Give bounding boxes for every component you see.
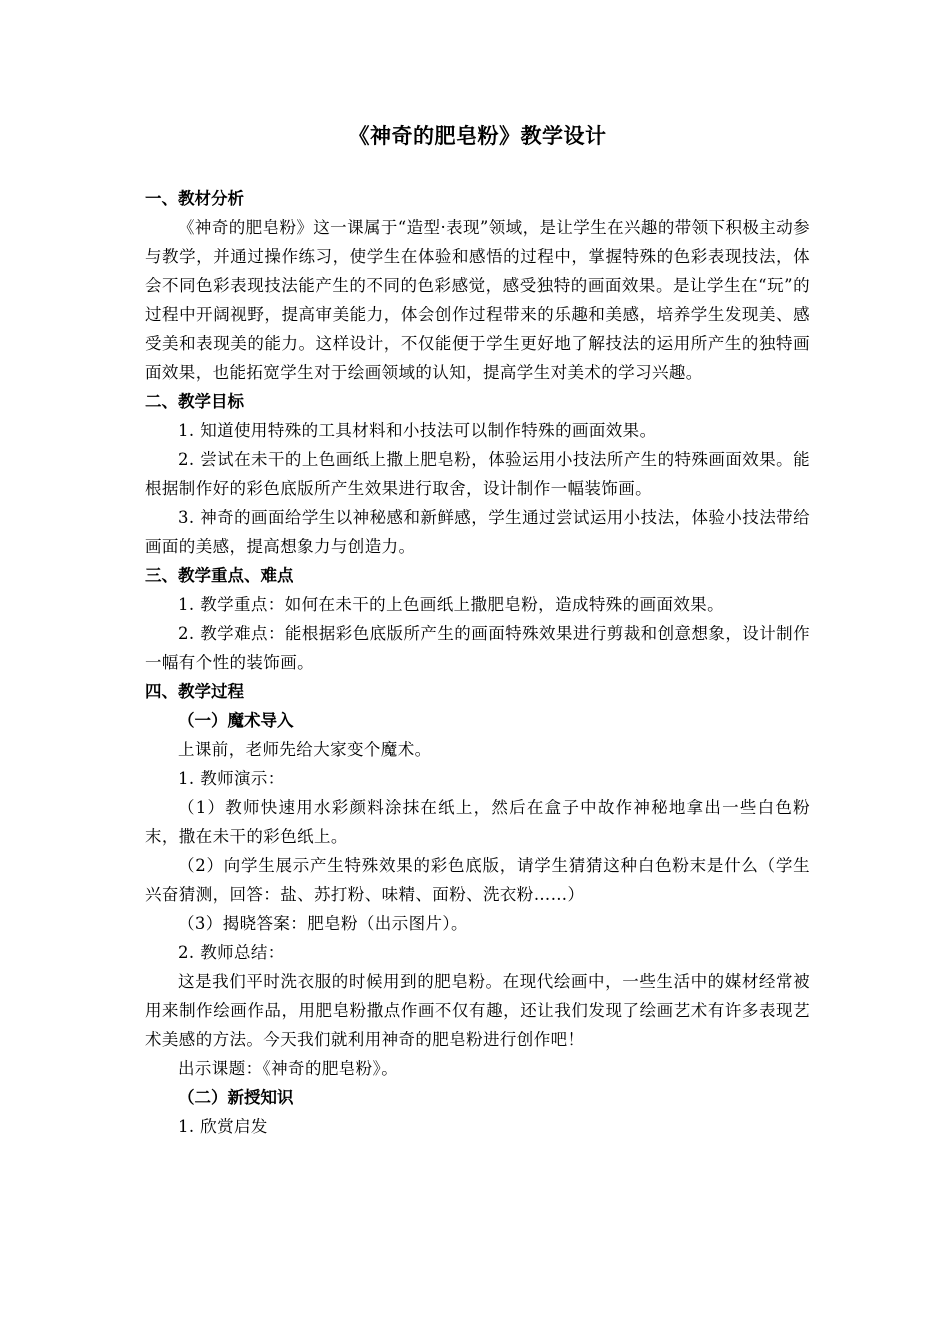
section-heading-key-points: 三、教学重点、难点 (145, 566, 294, 585)
section-heading-objectives: 二、教学目标 (145, 392, 244, 411)
subsection-heading-magic-intro: （一）魔术导入 (178, 711, 294, 730)
topic-text: 出示课题：《神奇的肥皂粉》。 (178, 1059, 399, 1078)
demo-step: （3）揭晓答案：肥皂粉（出示图片）。 (178, 914, 468, 933)
summary-paragraph: 这是我们平时洗衣服的时候用到的肥皂粉。在现代绘画中，一些生活中的媒材经常被用来制作绘画作品，用肥皂粉撒点作画不仅有趣，还让我们发现了绘画艺术有许多表现艺术美感的方法。今天我们就利用神奇的肥皂粉进行创作吧！ (145, 972, 810, 1049)
objective-item: 3. 神奇的画面给学生以神秘感和新鲜感，学生通过尝试运用小技法，体验小技法带给画面的美感，提高想象力与创造力。 (145, 508, 810, 556)
demo-step: （1）教师快速用水彩颜料涂抹在纸上，然后在盒子中故作神秘地拿出一些白色粉末，撒在未干的彩色纸上。 (145, 798, 810, 846)
document-page (145, 118, 810, 1141)
materials-paragraph: 《神奇的肥皂粉》这一课属于“造型·表现”领域，是让学生在兴趣的带领下积极主动参与教学，并通过操作练习，使学生在体验和感悟的过程中，掌握特殊的色彩表现技法，体会不同色彩表现技法能产生的不同的色彩感觉，感受独特的画面效果。是让学生在“玩”的过程中开阔视野，提高审美能力，体会创作过程带来的乐趣和美感，培养学生发现美、感受美和表现美的能力。这样设计，不仅能便于学生更好地了解技法的运用所产生的独特画面效果，也能拓宽学生对于绘画领域的认知，提高学生对美术的学习兴趣。 (145, 218, 810, 382)
document-title: 《神奇的肥皂粉》教学设计 (348, 123, 607, 148)
section-heading-materials: 一、教材分析 (145, 189, 244, 208)
demo-step: （2）向学生展示产生特殊效果的彩色底版，请学生猜猜这种白色粉末是什么（学生兴奋猜测，回答：盐、苏打粉、味精、面粉、洗衣粉……） (145, 856, 810, 904)
key-point-item: 2. 教学难点：能根据彩色底版所产生的画面特殊效果进行剪裁和创意想象，设计制作一幅有个性的装饰画。 (145, 624, 810, 672)
demo-label: 1. 教师演示： (178, 769, 285, 788)
subsection-heading-new-knowledge: （二）新授知识 (178, 1088, 294, 1107)
magic-intro-text: 上课前，老师先给大家变个魔术。 (178, 740, 432, 759)
summary-label: 2. 教师总结： (178, 943, 285, 962)
objective-item: 1. 知道使用特殊的工具材料和小技法可以制作特殊的画面效果。 (178, 421, 657, 440)
objective-item: 2. 尝试在未干的上色画纸上撒上肥皂粉，体验运用小技法所产生的特殊画面效果。能根据制作好的彩色底版所产生效果进行取舍，设计制作一幅装饰画。 (145, 450, 810, 498)
new-knowledge-item: 1. 欣赏启发 (178, 1117, 268, 1136)
section-heading-process: 四、教学过程 (145, 682, 244, 701)
key-point-item: 1. 教学重点：如何在未干的上色画纸上撒肥皂粉，造成特殊的画面效果。 (178, 595, 725, 614)
